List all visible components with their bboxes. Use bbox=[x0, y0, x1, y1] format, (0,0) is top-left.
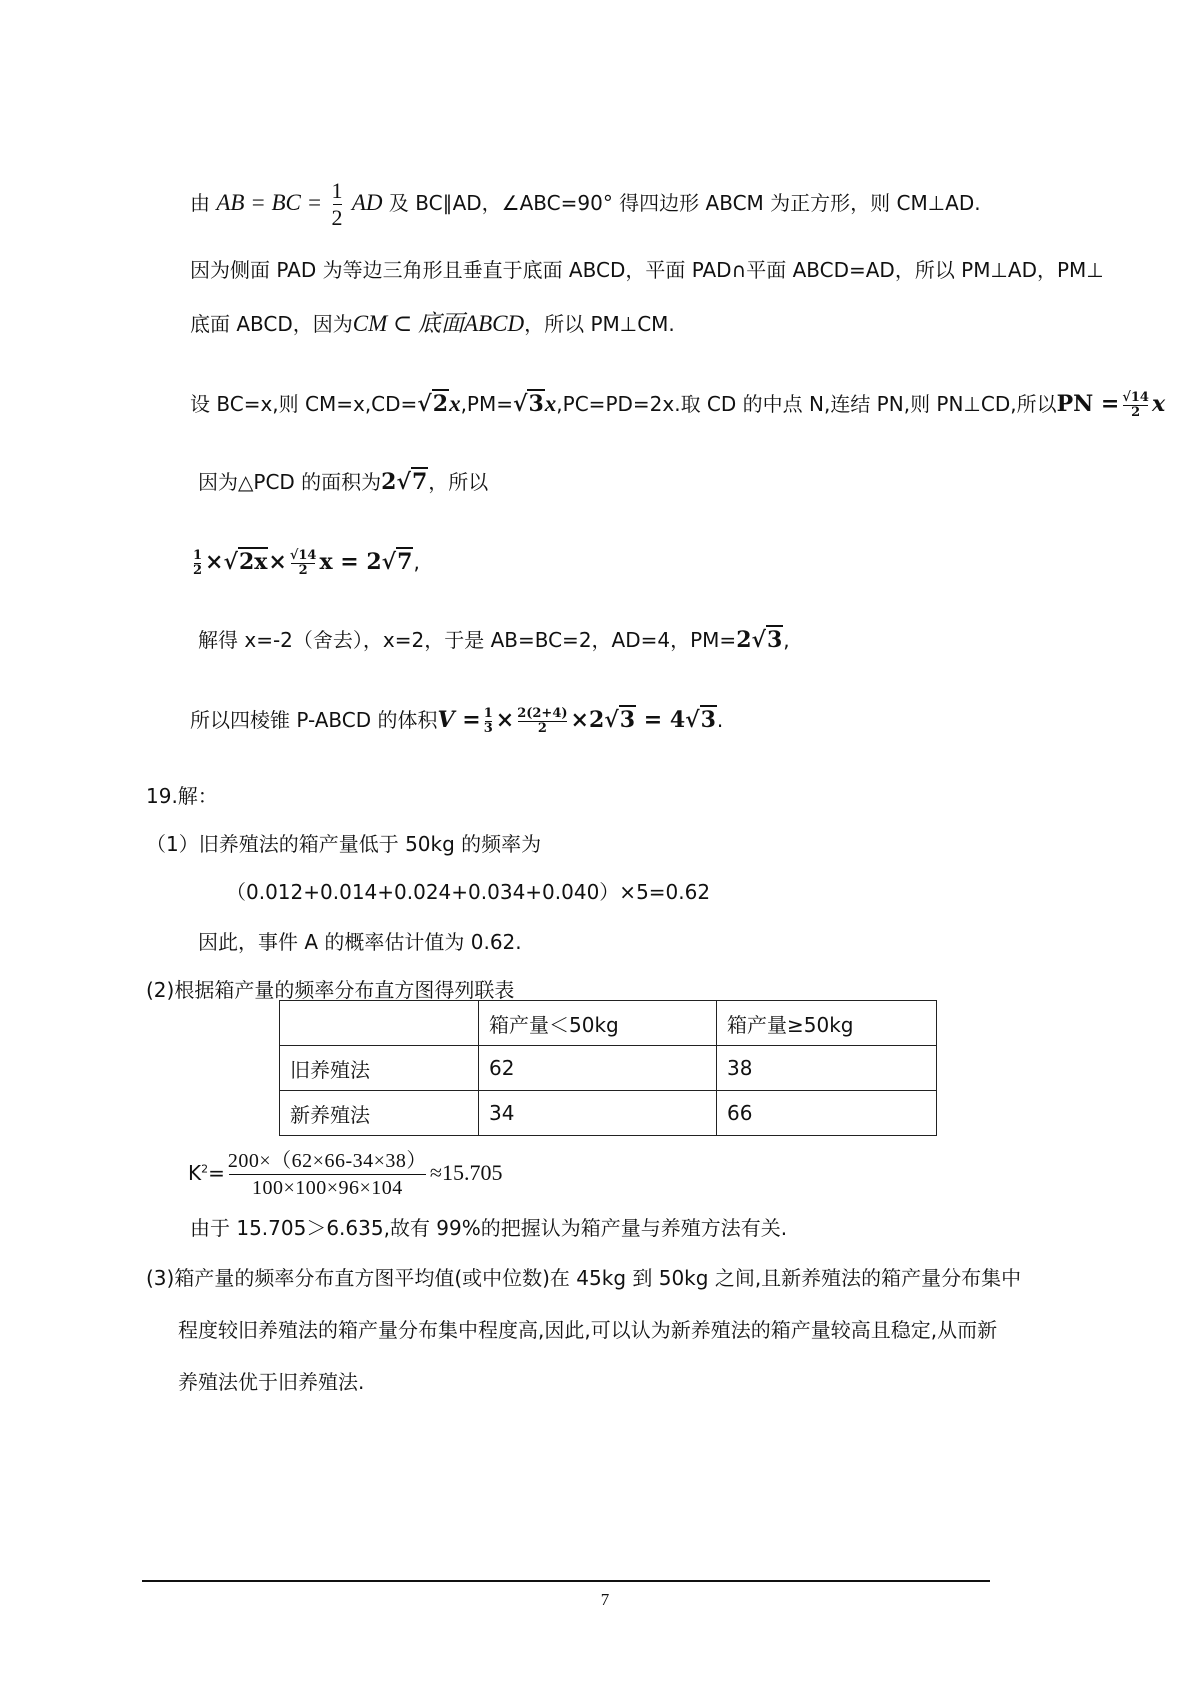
k2-formula: $K^2=$ $\frac{200\times(62\times 66-34\times 38)}{100\times 100\times 96\times 104}$ ≈15.705 bbox=[188, 1150, 503, 1199]
table-row bbox=[280, 1046, 937, 1091]
table-cell: 新养殖法 bbox=[280, 1091, 479, 1136]
sqrt-3x: √3x bbox=[513, 391, 557, 417]
part-2-conclusion: 由于 15.705＞6.635,故有 99%的把握认为箱产量与养殖方法有关. bbox=[190, 1216, 788, 1240]
k2-fraction: $\frac{200\times(62\times 66-34\times 38)}{100\times 100\times 96\times 104}$ bbox=[227, 1150, 427, 1199]
part-2-intro: (2)根据箱产量的频率分布直方图得列联表 bbox=[146, 978, 515, 1002]
table-cell: 34 bbox=[479, 1091, 717, 1136]
fraction-sqrt14-over-2: $\frac{√14}{2}$ bbox=[1122, 390, 1149, 420]
part-3-line-1: (3)箱产量的频率分布直方图平均值(或中位数)在 45kg 到 50kg 之间,且新养殖法的箱产量分布集中 bbox=[146, 1266, 1022, 1290]
part-1-conclusion: 因此，事件 A 的概率估计值为 0.62. bbox=[198, 930, 522, 954]
line-square-proof: 由 AB = BC = $\frac{1}{2}$ AD 及 BC∥AD，∠ABC=90° 得四边形 ABCM 为正方形，则 CM⊥AD. bbox=[190, 178, 981, 230]
part-1-intro: （1）旧养殖法的箱产量低于 50kg 的频率为 bbox=[146, 832, 542, 856]
line-set-bc-x: 设 BC=x,则 CM=x,CD=√2x,PM=√3x,PC=PD=2x.取 CD 的中点 N,连结 PN,则 PN⊥CD,所以PN = $\frac{√14}{2}$ x bbox=[190, 390, 1166, 420]
value-2-sqrt7: 2√7 bbox=[381, 469, 428, 495]
table-cell: 旧养殖法 bbox=[280, 1046, 479, 1091]
result-4-sqrt3: = 4√3 bbox=[636, 707, 716, 733]
table-cell: 62 bbox=[479, 1046, 717, 1091]
fraction-trapezoid-area: $\frac{2(2+4)}{2}$ bbox=[517, 706, 568, 736]
question-19-heading: 19.解： bbox=[146, 784, 218, 808]
table-cell: 66 bbox=[717, 1091, 937, 1136]
fraction-one-third: $\frac{1}{3}$ bbox=[483, 706, 493, 736]
part-3-line-3: 养殖法优于旧养殖法. bbox=[178, 1370, 365, 1394]
value-2-sqrt3: 2√3 bbox=[736, 627, 783, 653]
part-1-calculation: （0.012+0.014+0.024+0.034+0.040）×5=0.62 bbox=[226, 880, 711, 904]
line-volume: 所以四棱锥 P-ABCD 的体积V = $\frac{1}{3}$ × $\frac{2(2+4)}{2}$ ×2√3 = 4√3. bbox=[190, 706, 724, 736]
fraction-one-half: $\frac{1}{2}$ bbox=[331, 178, 343, 230]
table-cell: 箱产量＜50kg bbox=[479, 1001, 717, 1046]
footer-rule bbox=[142, 1580, 990, 1582]
line-solve-x: 解得 x=-2（舍去），x=2，于是 AB=BC=2，AD=4，PM=2√3, bbox=[198, 627, 790, 653]
table-row bbox=[280, 1091, 937, 1136]
table-header-row bbox=[280, 1001, 937, 1046]
line-pm-perp-cm: 底面 ABCD，因为CM ⊂ 底面ABCD，所以 PM⊥CM. bbox=[190, 311, 675, 336]
sqrt-2x: √2x bbox=[417, 391, 461, 417]
line-area-equation: $\frac{1}{2}$ ×√2x× $\frac{√14}{2}$ x = 2√7, bbox=[193, 548, 420, 578]
fraction-sqrt14-half: $\frac{√14}{2}$ bbox=[289, 548, 317, 578]
line-pcd-area: 因为△PCD 的面积为2√7，所以 bbox=[198, 469, 489, 495]
table-cell: 箱产量≥50kg bbox=[717, 1001, 937, 1046]
sqrt-2x-term: √2x bbox=[223, 549, 268, 575]
sqrt-7: √7 bbox=[381, 549, 413, 575]
pn-label: PN = bbox=[1056, 391, 1120, 417]
line-pad-perpendicular: 因为侧面 PAD 为等边三角形且垂直于底面 ABCD，平面 PAD∩平面 ABCD=AD，所以 PM⊥AD，PM⊥ bbox=[190, 258, 1104, 282]
table-cell: 38 bbox=[717, 1046, 937, 1091]
term-2-sqrt3: 2√3 bbox=[588, 707, 636, 733]
page-number: 7 bbox=[600, 1590, 610, 1609]
contingency-table bbox=[279, 1000, 937, 1136]
table-cell bbox=[280, 1001, 479, 1046]
part-3-line-2: 程度较旧养殖法的箱产量分布集中程度高,因此,可以认为新养殖法的箱产量较高且稳定,从而新 bbox=[178, 1318, 998, 1342]
fraction-half: $\frac{1}{2}$ bbox=[193, 548, 203, 578]
